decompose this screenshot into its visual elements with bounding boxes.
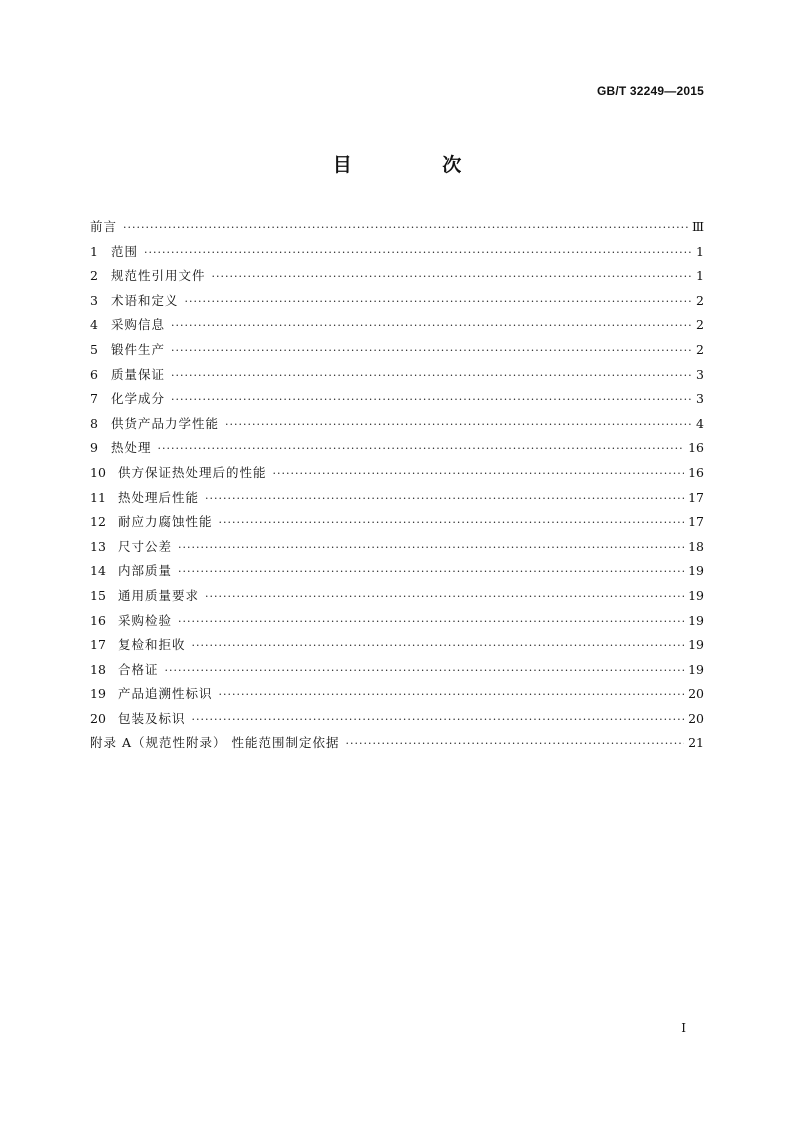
toc-dot-leader bbox=[205, 487, 684, 512]
toc-entry[interactable] bbox=[90, 264, 704, 289]
toc-entry-number: 14 bbox=[90, 563, 106, 579]
toc-entry-number: 11 bbox=[90, 489, 106, 505]
table-of-contents bbox=[90, 215, 704, 756]
toc-entry-title: 采购信息 bbox=[111, 317, 166, 333]
toc-entry[interactable] bbox=[90, 584, 704, 609]
toc-entry-title: 热处理后性能 bbox=[118, 489, 200, 505]
toc-entry-page: 1 bbox=[696, 268, 704, 284]
toc-entry-title: 附录 A（规范性附录） 性能范围制定依据 bbox=[90, 735, 340, 751]
toc-dot-leader bbox=[123, 216, 688, 241]
toc-entry-page: 3 bbox=[696, 391, 704, 407]
toc-dot-leader bbox=[212, 265, 692, 290]
toc-entry-page: 20 bbox=[688, 710, 704, 726]
toc-entry-title: 范围 bbox=[111, 243, 139, 259]
toc-entry-title: 热处理 bbox=[111, 440, 152, 456]
toc-entry-number: 10 bbox=[90, 464, 106, 480]
toc-entry-title: 供方保证热处理后的性能 bbox=[118, 464, 267, 480]
toc-entry[interactable] bbox=[90, 682, 704, 707]
toc-entry-page: 19 bbox=[688, 661, 704, 677]
toc-dot-leader bbox=[192, 634, 685, 659]
toc-entry-title: 复检和拒收 bbox=[118, 637, 186, 653]
toc-entry[interactable] bbox=[90, 486, 704, 511]
toc-entry[interactable] bbox=[90, 313, 704, 338]
toc-entry-number: 5 bbox=[90, 341, 98, 357]
toc-entry-title: 合格证 bbox=[118, 661, 159, 677]
page-title: 目 次 bbox=[332, 154, 504, 176]
toc-entry-number: 6 bbox=[90, 366, 98, 382]
toc-entry-page: Ⅲ bbox=[691, 219, 704, 234]
toc-entry-page: 18 bbox=[688, 538, 704, 554]
toc-entry[interactable] bbox=[90, 412, 704, 437]
toc-entry-title: 包装及标识 bbox=[118, 710, 186, 726]
toc-dot-leader bbox=[171, 314, 692, 339]
toc-entry-page: 2 bbox=[696, 317, 704, 333]
toc-dot-leader bbox=[273, 462, 685, 487]
toc-dot-leader bbox=[171, 339, 692, 364]
toc-dot-leader bbox=[225, 413, 692, 438]
toc-entry-title: 采购检验 bbox=[118, 612, 173, 628]
toc-entry-number: 13 bbox=[90, 538, 106, 554]
toc-entry[interactable] bbox=[90, 240, 704, 265]
toc-entry[interactable] bbox=[90, 461, 704, 486]
toc-entry-page: 16 bbox=[688, 464, 704, 480]
toc-entry-number: 16 bbox=[90, 612, 106, 628]
toc-entry-page: 2 bbox=[696, 341, 704, 357]
toc-entry-number: 17 bbox=[90, 637, 106, 653]
toc-entry-number: 1 bbox=[90, 243, 98, 259]
toc-entry[interactable] bbox=[90, 633, 704, 658]
toc-entry-title: 供货产品力学性能 bbox=[111, 415, 220, 431]
toc-entry-number: 18 bbox=[90, 661, 106, 677]
toc-entry-page: 4 bbox=[696, 415, 704, 431]
toc-entry-page: 3 bbox=[696, 366, 704, 382]
toc-entry-number: 4 bbox=[90, 317, 98, 333]
toc-dot-leader bbox=[205, 585, 684, 610]
toc-entry-number: 8 bbox=[90, 415, 98, 431]
toc-entry[interactable] bbox=[90, 289, 704, 314]
toc-entry-page: 16 bbox=[688, 440, 704, 456]
toc-dot-leader bbox=[219, 683, 685, 708]
toc-entry[interactable] bbox=[90, 387, 704, 412]
toc-entry-title: 规范性引用文件 bbox=[111, 268, 206, 284]
toc-entry[interactable] bbox=[90, 338, 704, 363]
toc-entry[interactable] bbox=[90, 436, 704, 461]
toc-entry-title: 化学成分 bbox=[111, 391, 166, 407]
toc-entry-number: 9 bbox=[90, 440, 98, 456]
toc-entry-number: 20 bbox=[90, 710, 106, 726]
toc-entry-title: 质量保证 bbox=[111, 366, 166, 382]
toc-dot-leader bbox=[165, 659, 685, 684]
toc-entry-page: 19 bbox=[688, 637, 704, 653]
toc-entry[interactable] bbox=[90, 215, 704, 240]
toc-entry-page: 19 bbox=[688, 587, 704, 603]
toc-dot-leader bbox=[144, 241, 692, 266]
toc-dot-leader bbox=[158, 437, 685, 462]
toc-entry[interactable] bbox=[90, 658, 704, 683]
toc-entry-title: 通用质量要求 bbox=[118, 587, 200, 603]
toc-entry-page: 19 bbox=[688, 563, 704, 579]
toc-entry[interactable] bbox=[90, 363, 704, 388]
toc-entry-page: 19 bbox=[688, 612, 704, 628]
toc-entry-number: 15 bbox=[90, 587, 106, 603]
toc-entry-title: 前言 bbox=[90, 219, 118, 234]
toc-entry-page: 20 bbox=[688, 686, 704, 702]
toc-entry-page: 21 bbox=[688, 735, 704, 751]
toc-dot-leader bbox=[345, 732, 684, 757]
toc-entry[interactable] bbox=[90, 510, 704, 535]
toc-dot-leader bbox=[185, 290, 692, 315]
toc-entry-title: 内部质量 bbox=[118, 563, 173, 579]
toc-entry-number: 19 bbox=[90, 686, 106, 702]
toc-dot-leader bbox=[171, 364, 692, 389]
toc-entry-title: 锻件生产 bbox=[111, 341, 166, 357]
toc-dot-leader bbox=[171, 388, 692, 413]
toc-dot-leader bbox=[178, 560, 684, 585]
toc-entry[interactable] bbox=[90, 535, 704, 560]
toc-entry-page: 1 bbox=[696, 243, 704, 259]
toc-entry-page: 17 bbox=[688, 514, 704, 530]
toc-entry[interactable] bbox=[90, 707, 704, 732]
toc-entry-page: 2 bbox=[696, 292, 704, 308]
toc-dot-leader bbox=[192, 708, 685, 733]
toc-entry-number: 3 bbox=[90, 292, 98, 308]
toc-dot-leader bbox=[178, 610, 684, 635]
toc-dot-leader bbox=[219, 511, 685, 536]
toc-entry[interactable] bbox=[90, 559, 704, 584]
toc-entry-page: 17 bbox=[688, 489, 704, 505]
toc-entry-number: 12 bbox=[90, 514, 106, 530]
toc-entry-title: 产品追溯性标识 bbox=[118, 686, 213, 702]
toc-entry[interactable] bbox=[90, 731, 704, 756]
toc-entry-title: 尺寸公差 bbox=[118, 538, 173, 554]
standard-code: GB/T 32249—2015 bbox=[596, 84, 704, 98]
toc-entry-number: 7 bbox=[90, 391, 98, 407]
toc-entry-title: 耐应力腐蚀性能 bbox=[118, 514, 213, 530]
toc-dot-leader bbox=[178, 536, 684, 561]
page-number: I bbox=[681, 1021, 686, 1035]
toc-entry[interactable] bbox=[90, 609, 704, 634]
toc-entry-number: 2 bbox=[90, 268, 98, 284]
toc-entry-title: 术语和定义 bbox=[111, 292, 179, 308]
